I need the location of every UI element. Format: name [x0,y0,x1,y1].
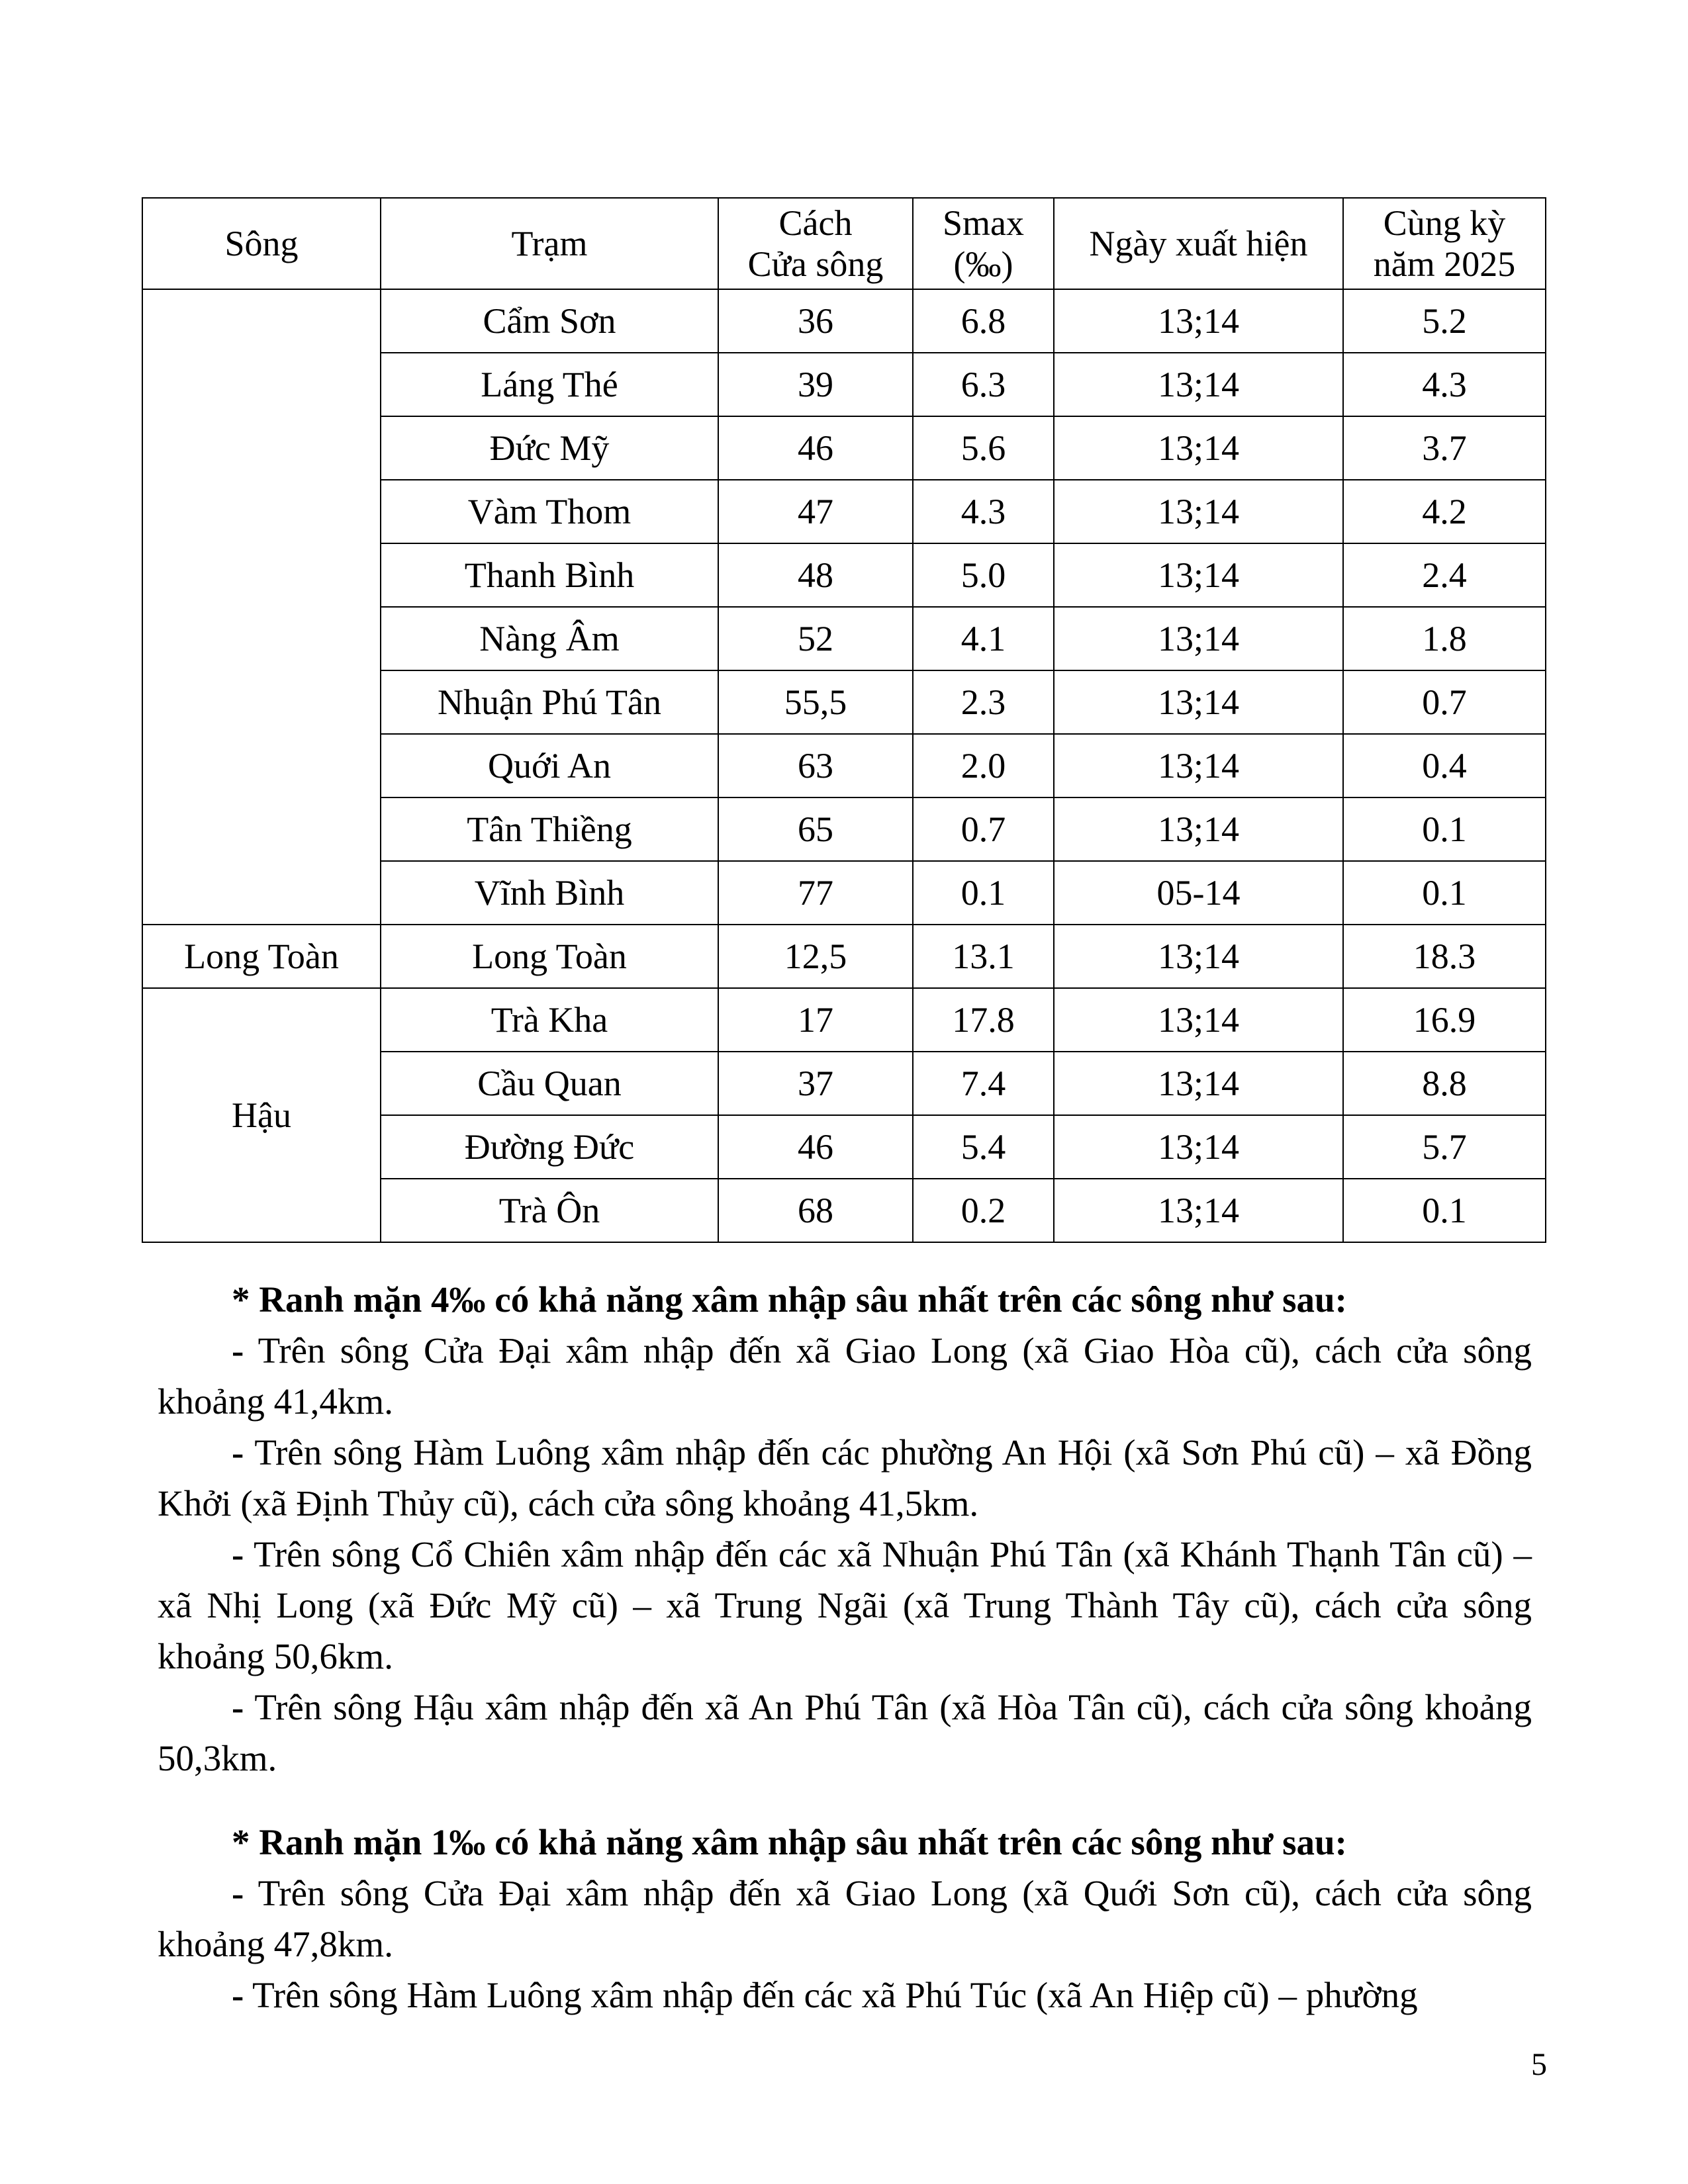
date-cell: 13;14 [1054,1115,1343,1179]
smax-cell: 7.4 [913,1052,1054,1115]
prev-cell: 0.1 [1343,861,1546,925]
date-cell: 13;14 [1054,543,1343,607]
list-item: - Trên sông Hậu xâm nhập đến xã An Phú Tân (xã Hòa Tân cũ), cách cửa sông khoảng 50,3km. [158,1687,1532,1778]
smax-cell: 4.1 [913,607,1054,670]
section-heading: * Ranh mặn 4‰ có khả năng xâm nhập sâu nhất trên các sông như sau: [232,1279,1347,1320]
distance-cell: 47 [718,480,913,543]
header-smax: Smax (‰) [913,198,1054,289]
date-cell: 13;14 [1054,416,1343,480]
date-cell: 13;14 [1054,289,1343,353]
smax-cell: 0.7 [913,797,1054,861]
prev-cell: 18.3 [1343,925,1546,988]
header-station: Trạm [381,198,718,289]
prev-cell: 2.4 [1343,543,1546,607]
river-cell: Hậu [142,988,381,1242]
distance-cell: 39 [718,353,913,416]
date-cell: 13;14 [1054,797,1343,861]
distance-cell: 48 [718,543,913,607]
prev-cell: 0.1 [1343,797,1546,861]
distance-cell: 46 [718,1115,913,1179]
distance-cell: 68 [718,1179,913,1242]
date-cell: 13;14 [1054,353,1343,416]
smax-cell: 5.4 [913,1115,1054,1179]
distance-cell: 37 [718,1052,913,1115]
date-cell: 13;14 [1054,925,1343,988]
station-cell: Láng Thé [381,353,718,416]
distance-cell: 65 [718,797,913,861]
station-cell: Cầu Quan [381,1052,718,1115]
prev-cell: 4.2 [1343,480,1546,543]
distance-cell: 55,5 [718,670,913,734]
distance-cell: 12,5 [718,925,913,988]
list-item: - Trên sông Hàm Luông xâm nhập đến các phường An Hội (xã Sơn Phú cũ) – xã Đồng Khởi (xã Định Thủy cũ), cách cửa sông khoảng 41,5km. [158,1432,1532,1524]
header-distance: Cách Cửa sông [718,198,913,289]
date-cell: 13;14 [1054,1179,1343,1242]
table-header-row [142,198,1546,289]
smax-cell: 5.0 [913,543,1054,607]
date-cell: 13;14 [1054,480,1343,543]
station-cell: Nàng Âm [381,607,718,670]
date-cell: 13;14 [1054,670,1343,734]
table-row [142,289,1546,353]
smax-cell: 2.3 [913,670,1054,734]
station-cell: Vàm Thom [381,480,718,543]
date-cell: 13;14 [1054,988,1343,1052]
prev-cell: 1.8 [1343,607,1546,670]
distance-cell: 63 [718,734,913,797]
station-cell: Long Toàn [381,925,718,988]
prev-cell: 8.8 [1343,1052,1546,1115]
station-cell: Tân Thiềng [381,797,718,861]
list-item: - Trên sông Hàm Luông xâm nhập đến các xã Phú Túc (xã An Hiệp cũ) – phường [232,1975,1418,2015]
smax-cell: 2.0 [913,734,1054,797]
header-same-period: Cùng kỳ năm 2025 [1343,198,1546,289]
station-cell: Quới An [381,734,718,797]
page-number: 5 [1531,2047,1547,2082]
river-cell: Long Toàn [142,925,381,988]
distance-cell: 17 [718,988,913,1052]
station-cell: Thanh Bình [381,543,718,607]
date-cell: 13;14 [1054,734,1343,797]
date-cell: 13;14 [1054,607,1343,670]
station-cell: Vĩnh Bình [381,861,718,925]
station-cell: Trà Kha [381,988,718,1052]
list-item: - Trên sông Cửa Đại xâm nhập đến xã Giao Long (xã Quới Sơn cũ), cách cửa sông khoảng 47,8km. [158,1873,1532,1964]
smax-cell: 4.3 [913,480,1054,543]
table-row [142,925,1546,988]
prev-cell: 3.7 [1343,416,1546,480]
prev-cell: 4.3 [1343,353,1546,416]
prev-cell: 16.9 [1343,988,1546,1052]
prev-cell: 5.2 [1343,289,1546,353]
smax-cell: 13.1 [913,925,1054,988]
date-cell: 13;14 [1054,1052,1343,1115]
station-cell: Nhuận Phú Tân [381,670,718,734]
river-cell-blank [142,289,381,925]
header-date: Ngày xuất hiện [1054,198,1343,289]
prev-cell: 0.1 [1343,1179,1546,1242]
header-river: Sông [142,198,381,289]
distance-cell: 77 [718,861,913,925]
smax-cell: 6.8 [913,289,1054,353]
prev-cell: 0.4 [1343,734,1546,797]
distance-cell: 36 [718,289,913,353]
station-cell: Đức Mỹ [381,416,718,480]
distance-cell: 52 [718,607,913,670]
station-cell: Cẩm Sơn [381,289,718,353]
smax-cell: 0.1 [913,861,1054,925]
list-item: - Trên sông Cửa Đại xâm nhập đến xã Giao Long (xã Giao Hòa cũ), cách cửa sông khoảng 41,4km. [158,1330,1532,1422]
prev-cell: 5.7 [1343,1115,1546,1179]
list-item: - Trên sông Cổ Chiên xâm nhập đến các xã Nhuận Phú Tân (xã Khánh Thạnh Tân cũ) – xã Nhị Long (xã Đức Mỹ cũ) – xã Trung Ngãi (xã Trung Thành Tây cũ), cách cửa sông khoảng 50,6km. [158,1534,1532,1676]
section-4ppt [158,1274,1532,1784]
distance-cell: 46 [718,416,913,480]
station-cell: Trà Ôn [381,1179,718,1242]
station-cell: Đường Đức [381,1115,718,1179]
section-1ppt [158,1817,1532,2021]
smax-cell: 6.3 [913,353,1054,416]
smax-cell: 17.8 [913,988,1054,1052]
smax-cell: 5.6 [913,416,1054,480]
table-row [142,988,1546,1052]
smax-cell: 0.2 [913,1179,1054,1242]
section-heading: * Ranh mặn 1‰ có khả năng xâm nhập sâu nhất trên các sông như sau: [232,1822,1347,1862]
salinity-table [142,197,1546,1243]
prev-cell: 0.7 [1343,670,1546,734]
date-cell: 05-14 [1054,861,1343,925]
